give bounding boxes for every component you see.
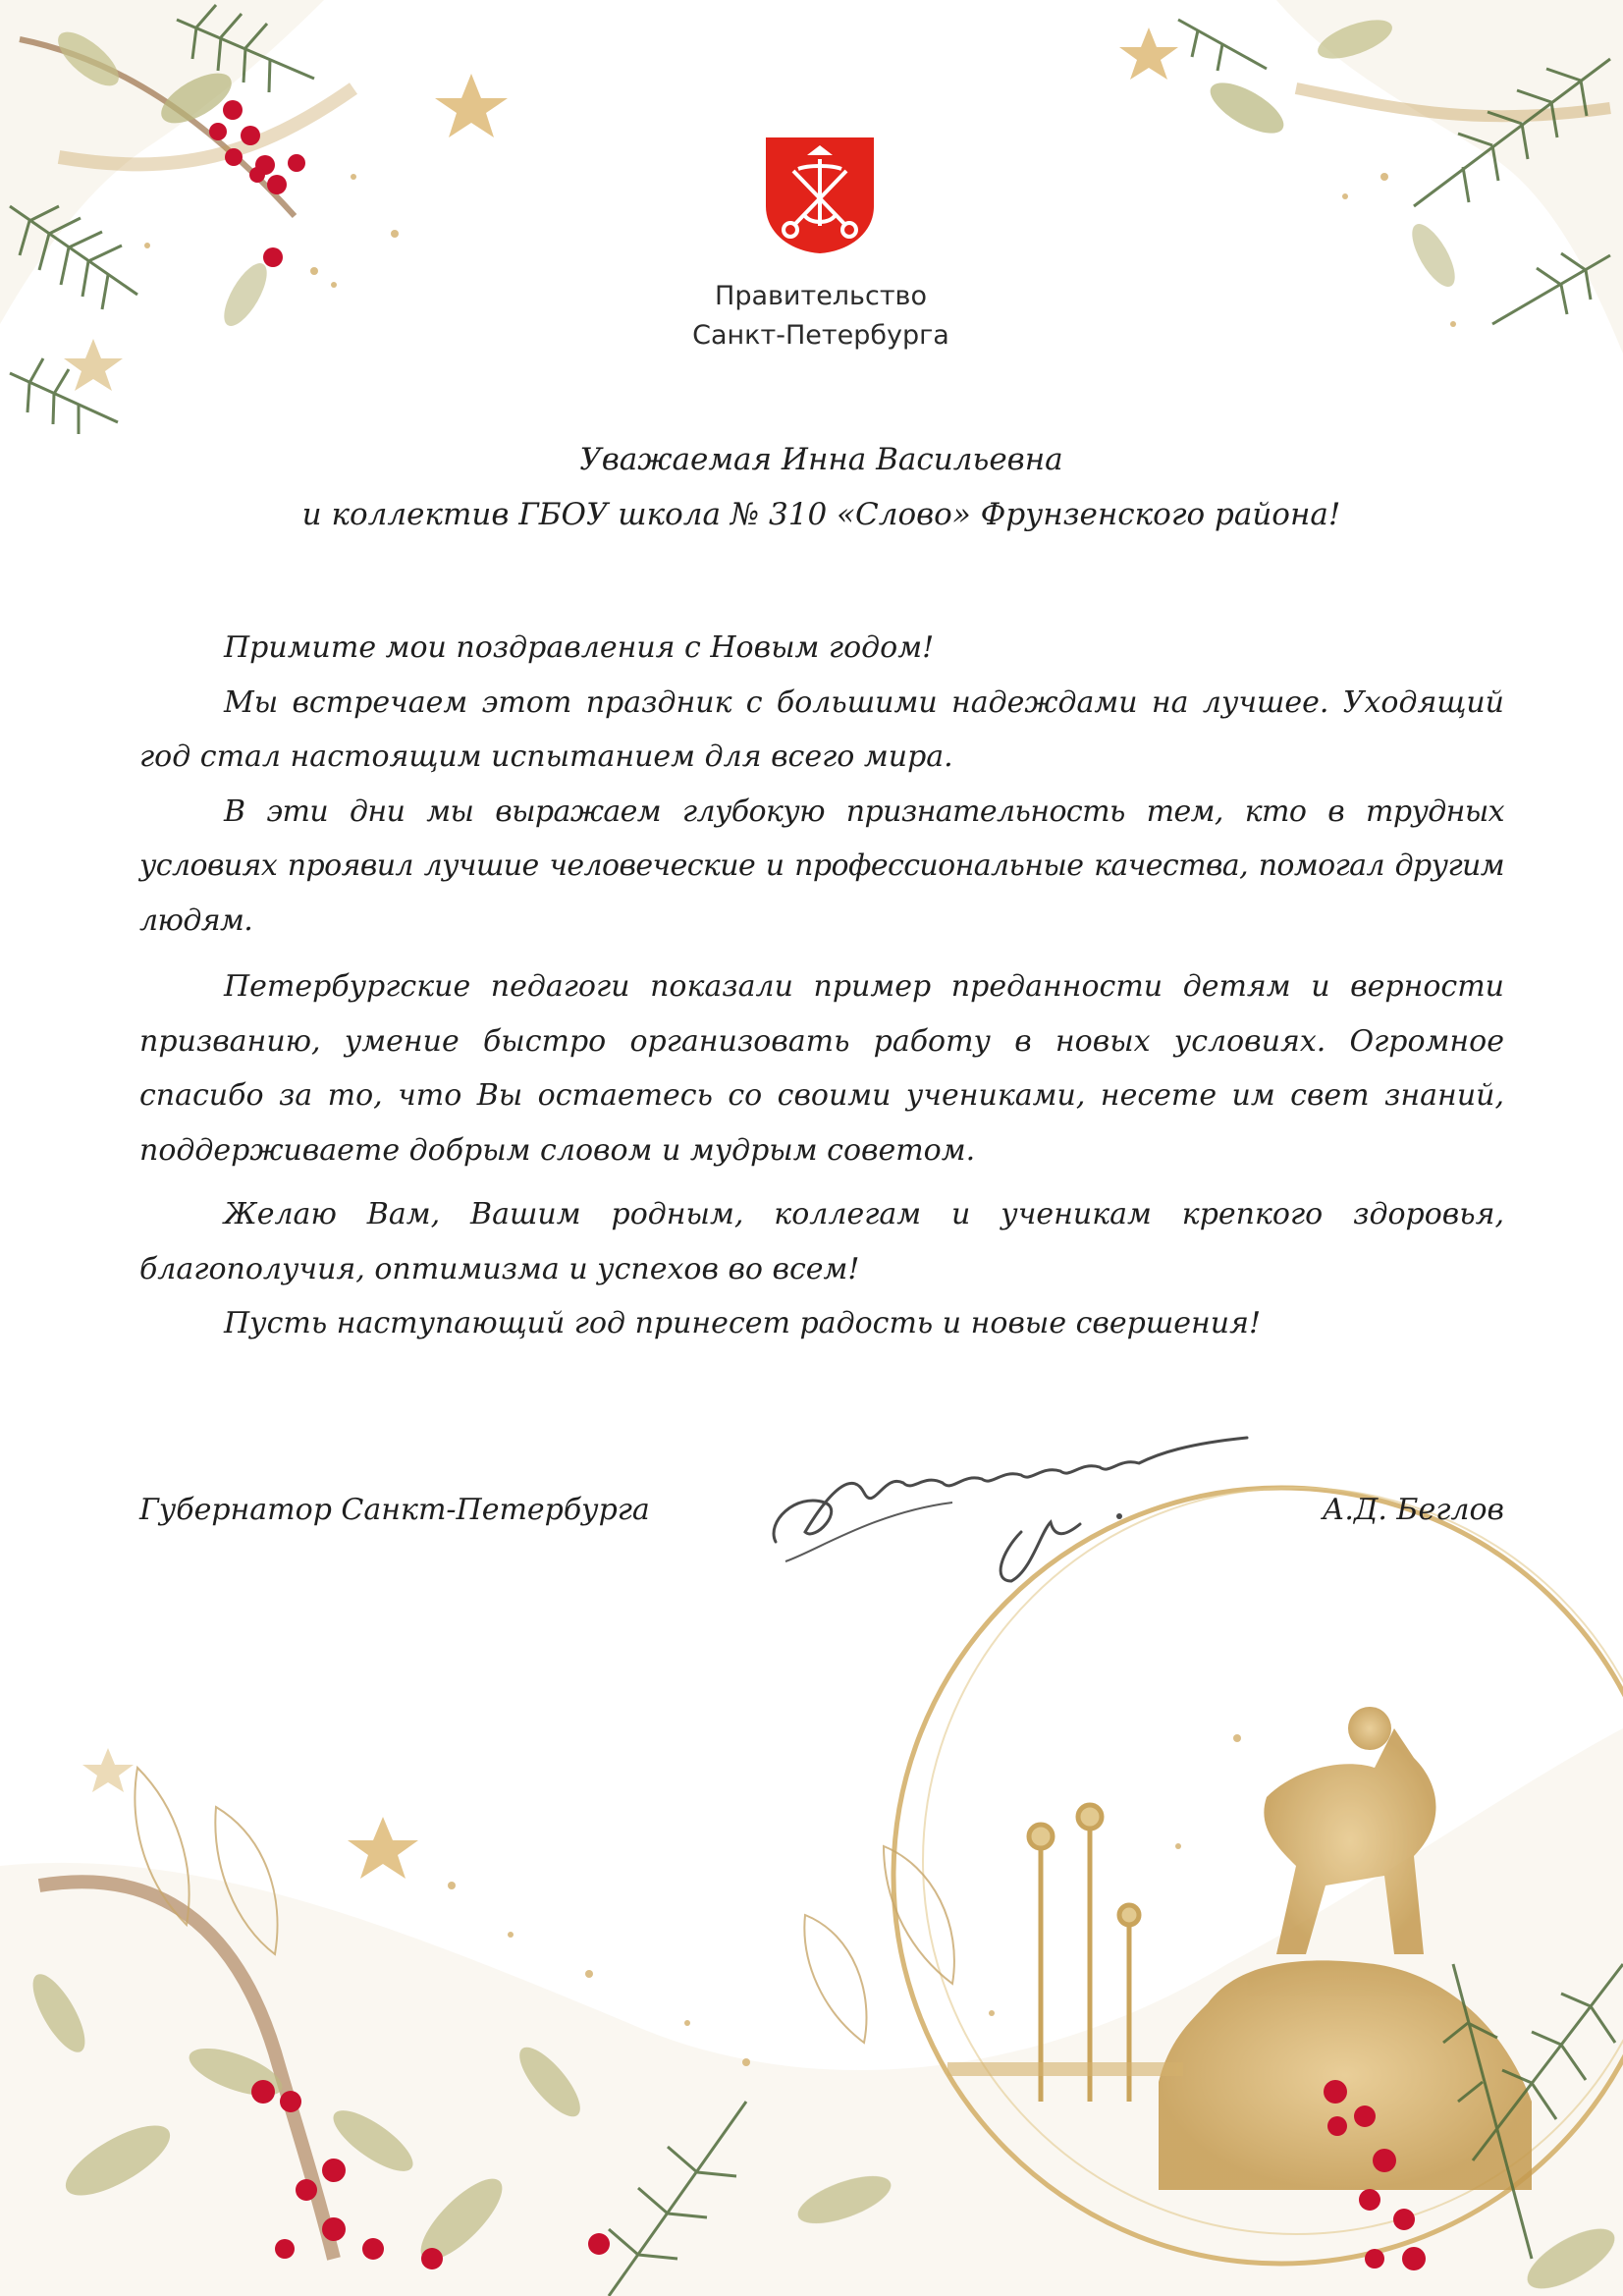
- paragraph-6: Пусть наступающий год принесет радость и новые свершения!: [224, 1306, 1262, 1340]
- street-lamps: [1029, 1805, 1139, 2102]
- top-right-corner-decoration: [1119, 0, 1623, 354]
- signatory-name: А.Д. Беглов: [1322, 1493, 1504, 1527]
- organization-line-1: Правительство: [715, 281, 927, 311]
- paragraph-5: Желаю Вам, Вашим родным, коллегам и ученикам крепкого здоровья, благополучия, оптимизма и успехов во всем!: [139, 1197, 1504, 1286]
- salutation-line-1: Уважаемая Инна Васильевна: [579, 442, 1063, 477]
- top-left-corner-decoration: [0, 0, 508, 434]
- handwritten-signature: [756, 1414, 1267, 1611]
- paragraph-4: Петербургские педагоги показали пример преданности детям и верности призванию, умение быстро организовать работу в новых условиях. Огромное спасибо за то, что Вы остаетесь со своими учениками, несете им свет знаний, поддерживаете добрым словом и мудрым советом.: [139, 969, 1504, 1168]
- paragraph-1: Примите мои поздравления с Новым годом!: [224, 630, 935, 665]
- organization-line-2: Санкт-Петербурга: [692, 320, 949, 351]
- government-header: [615, 277, 1027, 355]
- paragraph-3: В эти дни мы выражаем глубокую признательность тем, кто в трудных условиях проявил лучшие человеческие и профессиональные качества, помогал другим людям.: [139, 793, 1504, 938]
- paragraph-2: Мы встречаем этот праздник с большими надеждами на лучшее. Уходящий год стал настоящим испытанием для всего мира.: [139, 684, 1504, 774]
- signatory-title: Губернатор Санкт-Петербурга: [139, 1493, 650, 1527]
- monument-silhouette: [1159, 1707, 1532, 2190]
- salutation-line-2: и коллектив ГБОУ школа № 310 «Слово» Фрунзенского района!: [301, 497, 1341, 532]
- salutation: [137, 432, 1505, 542]
- coat-of-arms-emblem: [764, 136, 876, 255]
- letter-body: [139, 621, 1504, 1351]
